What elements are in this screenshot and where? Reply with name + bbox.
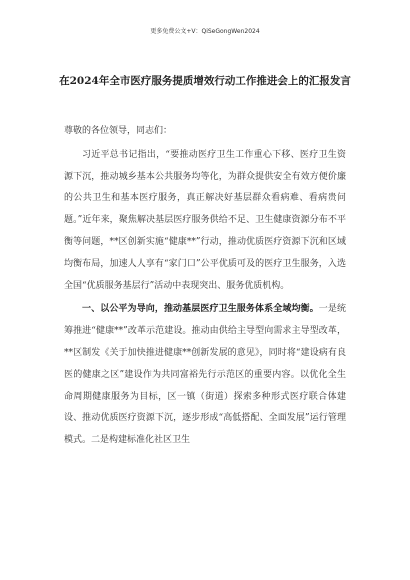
paragraph-intro: 习近平总书记指出，“要推动医疗卫生工作重心下移、医疗卫生资源下沉，推动城乡基本公共服务均等化，为群众提供安全有效方便价廉的公共卫生和基本医疗服务，真正解决好基层群众看病难、看病贵问题。”近年来，聚焦解决基层医疗服务供给不足、卫生健康资源分布不平衡等问题，**区创新实施“健康**”行动，推动优质医疗资源下沉和区域均衡布局，加速人人享有“家门口”公平优质可及的医疗卫生服务，入选全国“优质服务基层行”活动中表现突出、服务优质机构。 [64,149,346,291]
section-1-text: 一是统筹推进“健康**”改革示范建设。推动由供给主导型向需求主导型改革，**区制发《关于加快推进健康**创新发展的意见》，同时将“建设病有良医的健康之区”建设作为共同富裕先行示范区的重要内容。以优化全生命周期健康服务为目标，区一镇（街道）探索多种形式医疗联合体建设、推动优质医疗资源下沉，逐步形成“高低搭配、全面发展”运行管理模式。二是构建标准化社区卫生 [64,304,346,446]
header-note: 更多免费公文+V：QiSeGongWen2024 [150,28,260,35]
document-title: 在2024年全市医疗服务提质增效行动工作推进会上的汇报发言 [59,75,351,87]
section-1-heading: 一、以公平为导向，推动基层医疗卫生服务体系全域均衡。 [82,304,319,315]
section-1-paragraph [64,299,346,452]
document-body [64,121,346,452]
salutation: 尊敬的各位领导，同志们： [64,126,173,136]
